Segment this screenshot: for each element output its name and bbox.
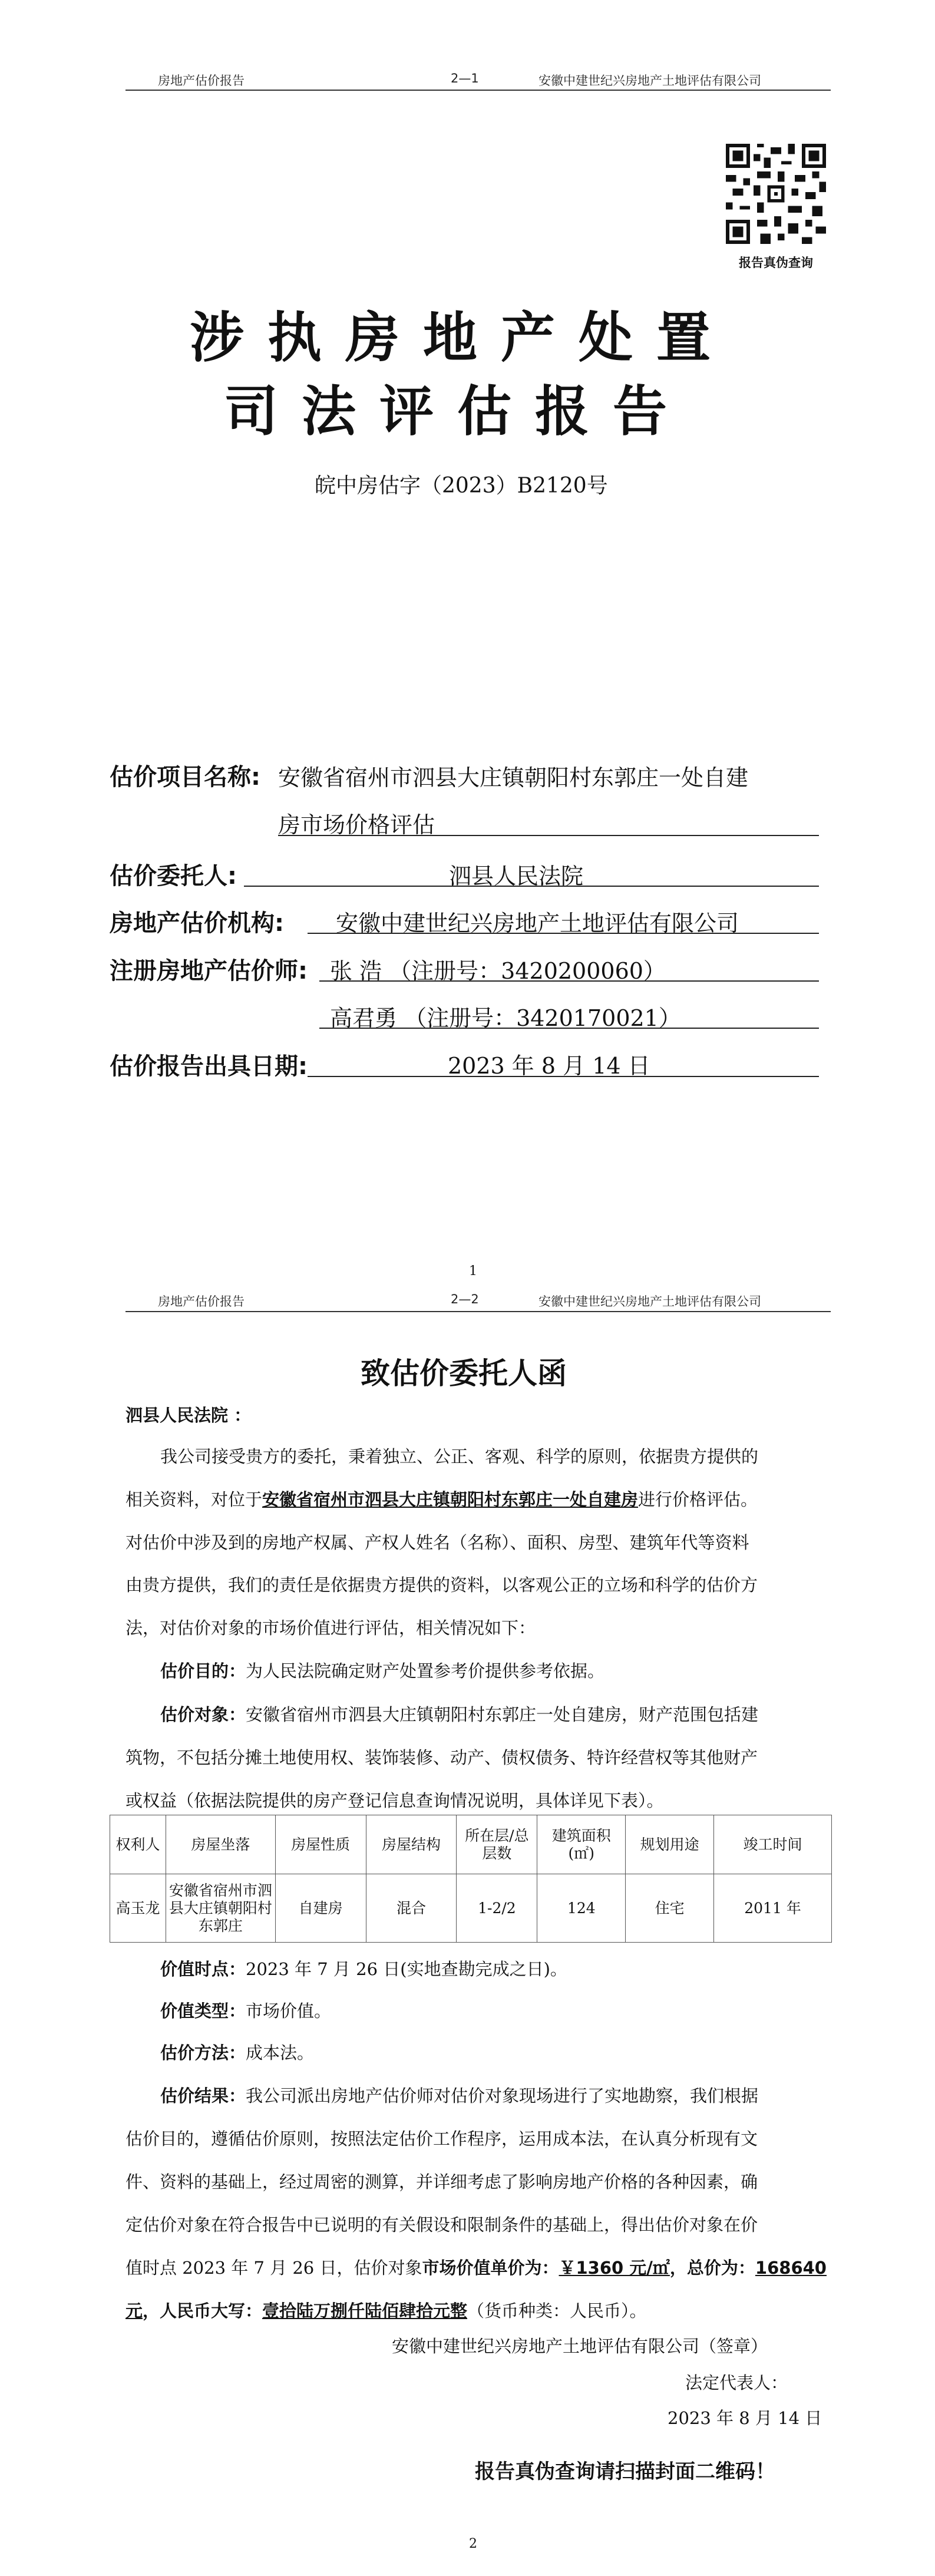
header-center-p2: 2—2 [451,1292,479,1306]
header-right-p1: 安徽中建世纪兴房地产土地评估有限公司 [538,74,761,88]
para1-line4: 由贵方提供，我们的责任是依据贵方提供的资料，以客观公正的立场和科学的估价方 [125,1575,758,1595]
table-cell: 混合 [366,1874,457,1943]
total-in-chinese: 壹拾陆万捌仟陆佰肆拾元整 [262,2301,468,2321]
agency-label: 房地产估价机构: [110,910,284,937]
project-underline [278,835,819,836]
header-center-p1: 2—1 [451,71,479,85]
client-value: 泗县人民法院 [449,863,584,889]
table-cell: 高玉龙 [110,1874,166,1943]
letter-title: 致估价委托人函 [361,1356,567,1391]
result-line6: 元，人民币大写：壹拾陆万捌仟陆佰肆拾元整（货币种类：人民币）。 [125,2301,647,2321]
project-value-line1: 安徽省宿州市泗县大庄镇朝阳村东郭庄一处自建 [278,765,749,791]
page-number-2: 2 [469,2537,477,2551]
qr-code-icon[interactable] [726,144,826,244]
appraiser-2-underline [319,1028,819,1029]
agency-underline [308,933,819,934]
header-rule-p2 [125,1311,831,1312]
date-underline [308,1076,819,1077]
method-line: 估价方法：成本法。 [160,2043,315,2063]
unit-price: ￥1360 元/㎡ [559,2258,670,2278]
client-label: 估价委托人: [110,863,237,890]
date-label: 估价报告出具日期: [110,1053,308,1080]
letter-addressee: 泗县人民法院 ： [125,1405,252,1425]
table-header-cell: 所在层/总层数 [457,1815,537,1874]
result-line1: 估价结果：我公司派出房地产估价师对估价对象现场进行了实地勘察，我们根据 [160,2086,759,2106]
table-header-cell: 建筑面积(㎡) [537,1815,626,1874]
value-type-line: 价值类型：市场价值。 [160,2001,332,2021]
appraiser-2: 高君勇 （注册号：3420170021） [330,1005,681,1031]
para1-line5: 法，对估价对象的市场价值进行评估，相关情况如下： [125,1618,536,1638]
verification-note: 报告真伪查询请扫描封面二维码！ [475,2460,775,2483]
property-address: 安徽省宿州市泗县大庄镇朝阳村东郭庄一处自建房 [262,1490,639,1510]
result-line3: 件、资料的基础上，经过周密的测算，并详细考虑了影响房地产价格的各种因素，确 [125,2172,758,2192]
project-value-line2: 房市场价格评估 [278,812,435,838]
result-label: 估价结果： [160,2086,246,2106]
result-line5: 值时点 2023 年 7 月 26 日，估价对象市场价值单价为：￥1360 元/㎡，总价为：168640 [125,2258,827,2278]
total-price: 168640 [755,2258,827,2278]
result-line4: 定估价对象在符合报告中已说明的有关假设和限制条件的基础上，得出估价对象在价 [125,2215,758,2235]
appraiser-label: 注册房地产估价师: [110,957,308,985]
date-value: 2023 年 8 月 14 日 [448,1053,650,1079]
purpose-line: 估价目的：为人民法院确定财产处置参考价提供参考依据。 [160,1661,605,1681]
header-left-p2: 房地产估价报告 [158,1294,245,1309]
table-cell: 2011 年 [714,1874,832,1943]
value-type-label: 价值类型： [160,2001,246,2021]
object-line2: 筑物，不包括分摊土地使用权、装饰装修、动产、债权债务、特许经营权等其他财产 [125,1748,758,1768]
cover-title-line1: 涉执房地产处置 [190,306,735,369]
table-cell: 自建房 [275,1874,366,1943]
table-header-cell: 房屋结构 [366,1815,457,1874]
table-header-cell: 房屋性质 [275,1815,366,1874]
table-header-cell: 规划用途 [626,1815,714,1874]
para1-line1: 我公司接受贵方的委托，秉着独立、公正、客观、科学的原则，依据贵方提供的 [160,1446,759,1467]
value-time-label: 价值时点： [160,1959,246,1979]
header-rule-p1 [125,90,831,91]
table-header-row [110,1815,832,1874]
agency-value: 安徽中建世纪兴房地产土地评估有限公司 [336,910,739,936]
client-underline [244,886,819,887]
legal-representative: 法定代表人： [685,2373,788,2393]
table-header-cell: 权利人 [110,1815,166,1874]
table-cell: 住宅 [626,1874,714,1943]
purpose-label: 估价目的： [160,1661,246,1681]
object-line3: 或权益（依据法院提供的房产登记信息查询情况说明，具体详见下表）。 [125,1791,664,1811]
table-row [110,1874,832,1943]
result-line2: 估价目的，遵循估价原则，按照法定估价工作程序，运用成本法，在认真分析现有文 [125,2129,758,2149]
header-right-p2: 安徽中建世纪兴房地产土地评估有限公司 [538,1294,761,1309]
table-cell: 124 [537,1874,626,1943]
table-cell: 1-2/2 [457,1874,537,1943]
method-label: 估价方法： [160,2043,246,2063]
property-table [110,1815,832,1943]
cover-title-line2: 司法评估报告 [224,380,691,443]
para1-line2: 相关资料，对位于安徽省宿州市泗县大庄镇朝阳村东郭庄一处自建房进行价格评估。 [125,1490,758,1510]
para1-line3: 对估价中涉及到的房地产权属、产权人姓名（名称）、面积、房型、建筑年代等资料 [125,1533,749,1553]
header-left-p1: 房地产估价报告 [158,74,245,88]
page-number-1: 1 [469,1264,477,1279]
table-header-cell: 房屋坐落 [166,1815,275,1874]
object-line1: 估价对象：安徽省宿州市泗县大庄镇朝阳村东郭庄一处自建房，财产范围包括建 [160,1705,759,1725]
signature-date: 2023 年 8 月 14 日 [668,2408,822,2428]
appraiser-1-underline [319,980,819,982]
table-cell: 安徽省宿州市泗县大庄镇朝阳村东郭庄 [166,1874,275,1943]
appraiser-1: 张 浩 （注册号：3420200060） [330,958,666,984]
qr-label: 报告真伪查询 [739,256,813,270]
project-label: 估价项目名称: [110,764,260,791]
table-header-cell: 竣工时间 [714,1815,832,1874]
value-time-line: 价值时点：2023 年 7 月 26 日(实地查勘完成之日)。 [160,1959,567,1979]
object-label: 估价对象： [160,1705,246,1725]
company-signature: 安徽中建世纪兴房地产土地评估有限公司（签章） [392,2336,768,2356]
document-number: 皖中房估字（2023）B2120号 [315,474,608,498]
